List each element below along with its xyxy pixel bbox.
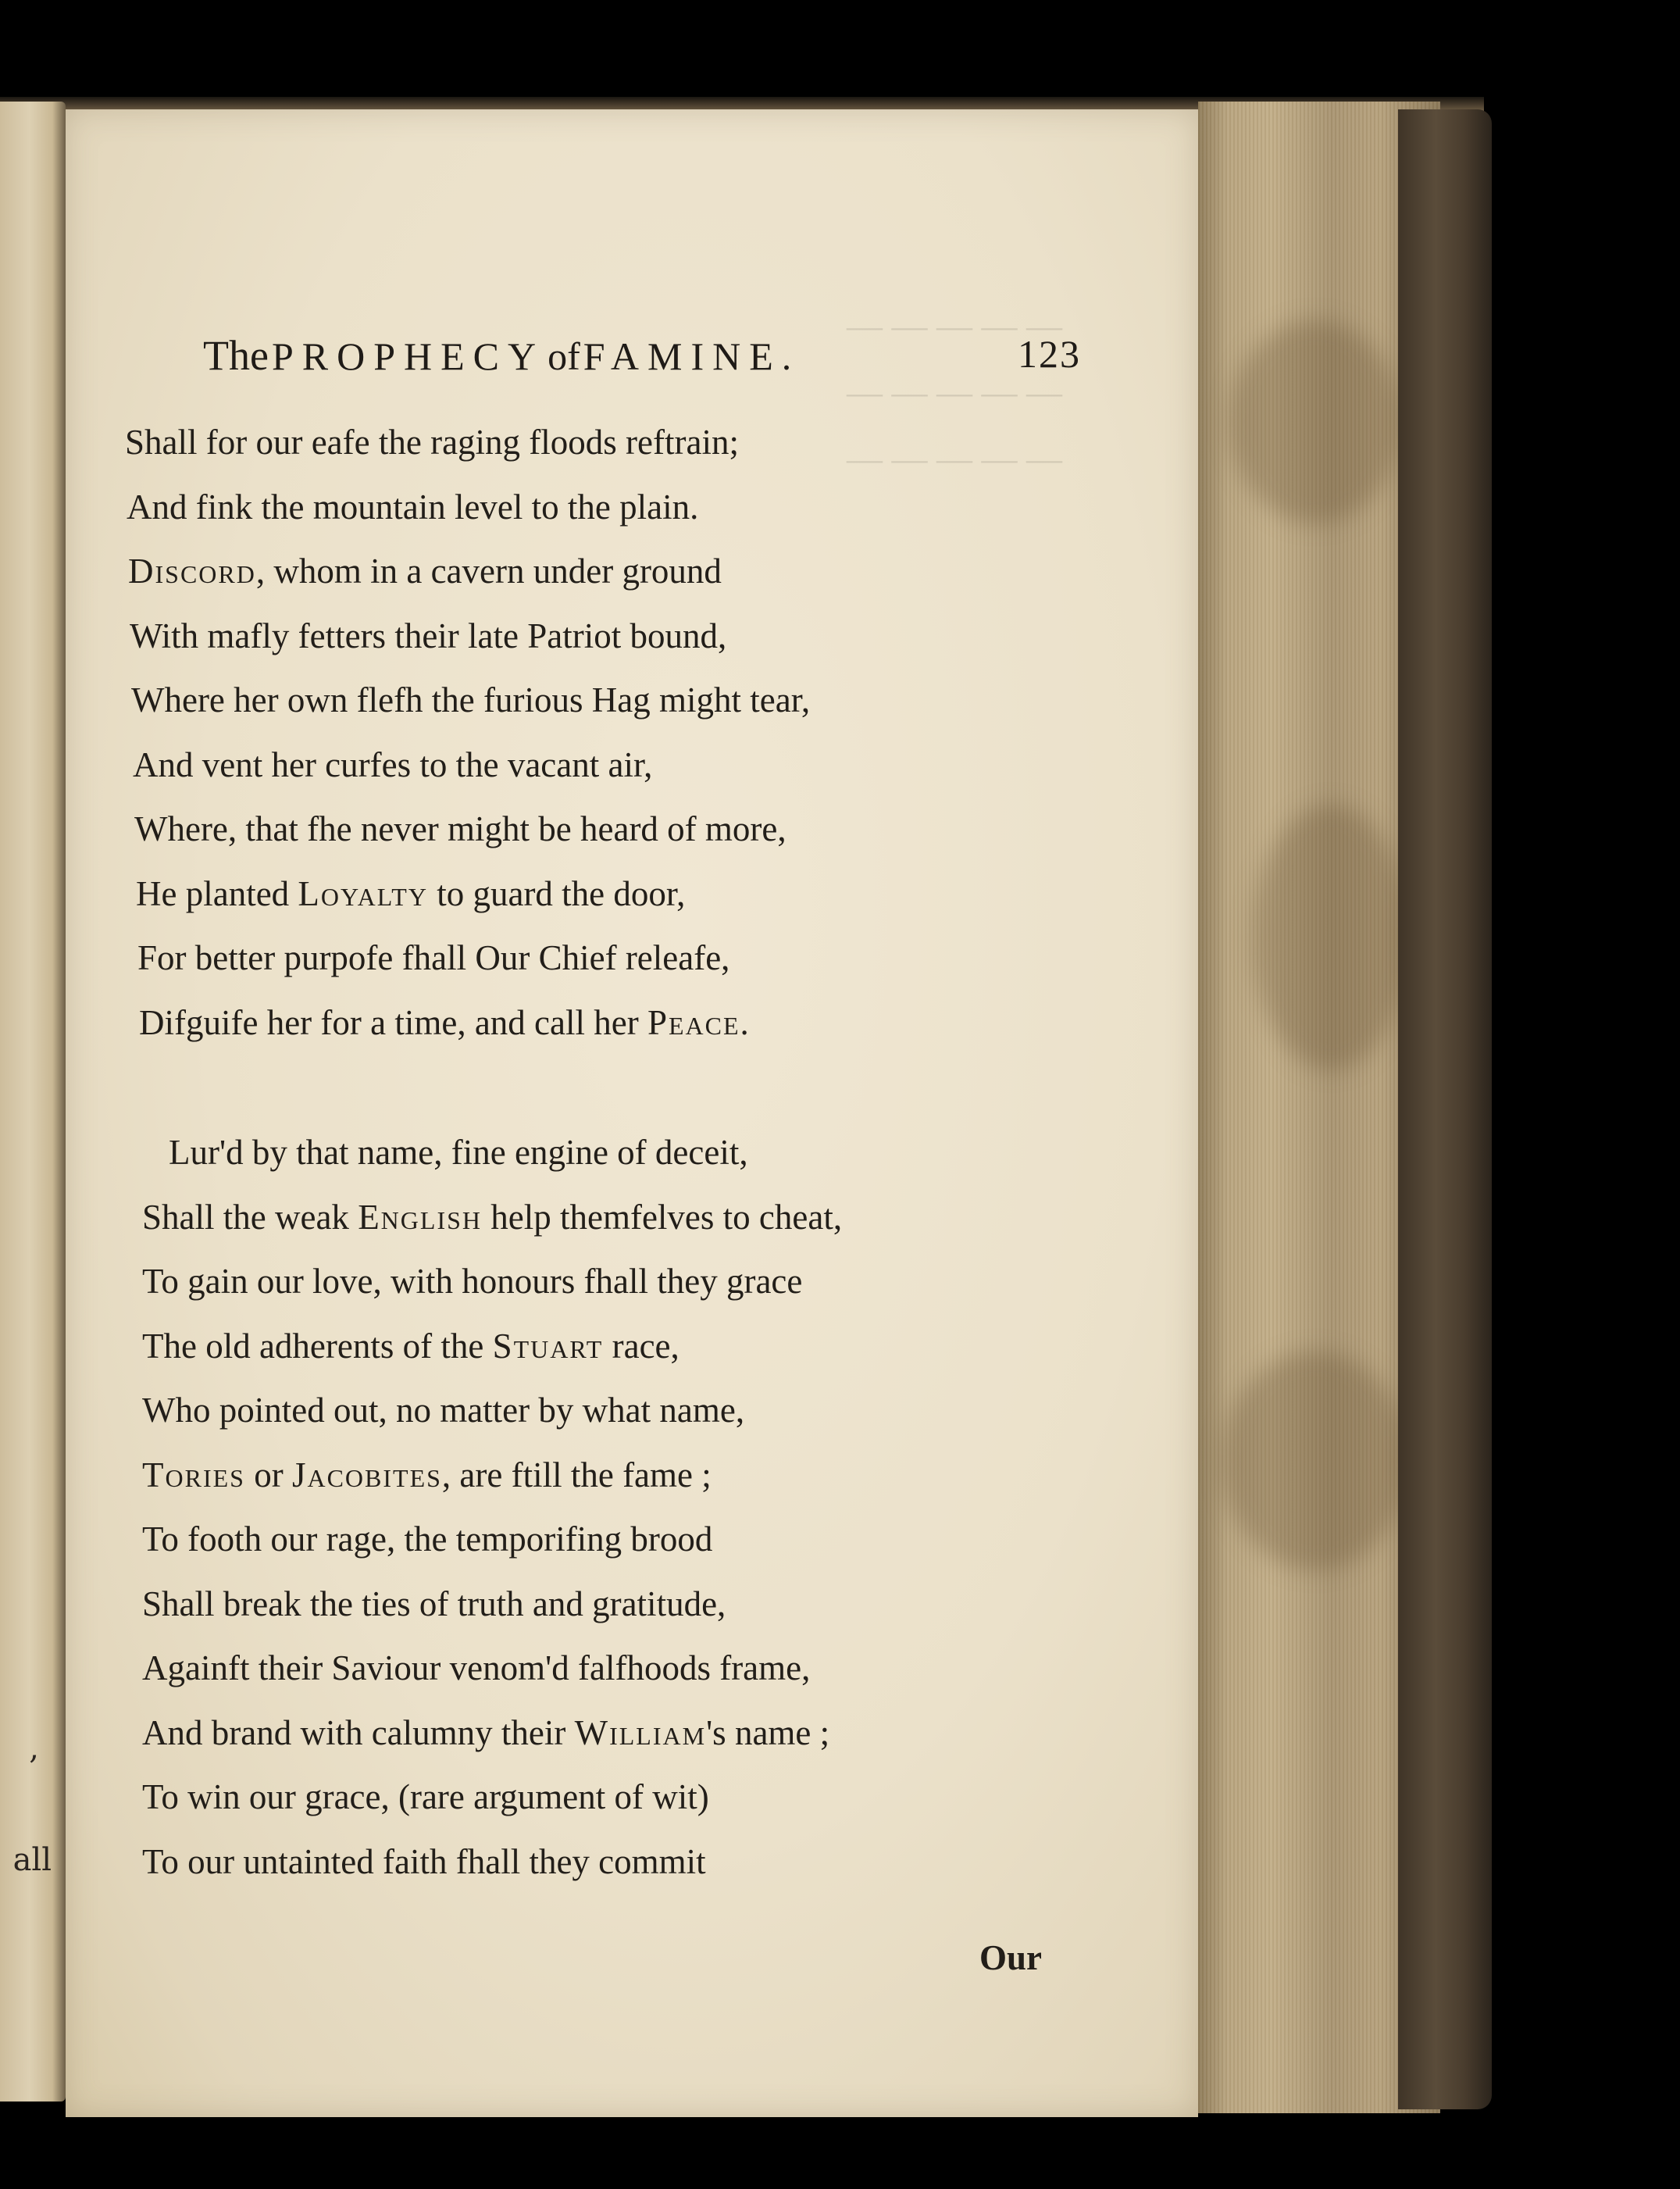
water-stain xyxy=(1253,805,1409,1070)
verse-line: Difguife her for a time, and call her Peace. xyxy=(139,1002,749,1042)
verse-line: Shall for our eafe the raging floods reftrain; xyxy=(125,423,739,462)
verse-line: Shall break the ties of truth and gratitude, xyxy=(142,1584,726,1623)
water-stain xyxy=(1229,320,1401,523)
leather-cover xyxy=(1398,109,1492,2109)
running-head xyxy=(203,331,1101,380)
verse-line: He planted Loyalty to guard the door, xyxy=(136,873,686,913)
book-page xyxy=(66,109,1198,2117)
verse-line: Where, that fhe never might be heard of more, xyxy=(134,809,786,848)
catchword: Our xyxy=(979,1938,1042,1977)
verse-line: Who pointed out, no matter by what name, xyxy=(142,1391,745,1430)
verse-line: To our untainted faith fhall they commit xyxy=(142,1841,706,1881)
verse-line: Tories or Jacobites, are ftill the fame ; xyxy=(142,1455,712,1494)
facing-page-fragment: all xyxy=(12,1842,52,1878)
running-head-prophecy: PROPHECY xyxy=(271,334,545,378)
running-head-famine: FAMINE. xyxy=(583,334,801,378)
running-head-the: The xyxy=(203,332,269,379)
facing-page-fragment: , xyxy=(29,1730,39,1766)
page-number: 123 xyxy=(1018,332,1081,376)
verse-line: And brand with calumny their William's name ; xyxy=(142,1712,830,1752)
verse-line: And fink the mountain level to the plain. xyxy=(127,487,699,527)
stanza-1 xyxy=(125,410,1101,1055)
show-through: — — — — — xyxy=(847,372,1062,412)
water-stain xyxy=(1222,1352,1409,1570)
verse-line: The old adherents of the Stuart race, xyxy=(142,1326,679,1366)
verse-line: To win our grace, (rare argument of wit) xyxy=(142,1777,709,1816)
running-head-of: of xyxy=(548,334,580,378)
verse-line: To gain our love, with honours fhall they grace xyxy=(142,1262,803,1301)
facing-page xyxy=(0,102,66,2102)
verse-line: And vent her curfes to the vacant air, xyxy=(133,745,653,784)
stanza-2 xyxy=(125,1120,1101,1894)
show-through: — — — — — xyxy=(847,438,1062,478)
verse-line: Shall the weak English help themfelves to cheat, xyxy=(142,1197,843,1237)
verse-line: For better purpofe fhall Our Chief releafe, xyxy=(137,938,730,977)
verse-body xyxy=(125,410,1101,1894)
verse-line: Lur'd by that name, fine engine of deceit, xyxy=(169,1133,748,1172)
verse-line: To footh our rage, the temporifing brood xyxy=(142,1519,713,1559)
verse-line: Againft their Saviour venom'd falfhoods frame, xyxy=(142,1648,811,1687)
verse-line: With mafly fetters their late Patriot bound, xyxy=(130,616,727,655)
verse-line: Where her own flefh the furious Hag might tear, xyxy=(131,680,811,720)
verse-line: Discord, whom in a cavern under ground xyxy=(128,552,722,591)
show-through: — — — — — xyxy=(847,305,1062,345)
stanza-break xyxy=(125,1055,1101,1120)
